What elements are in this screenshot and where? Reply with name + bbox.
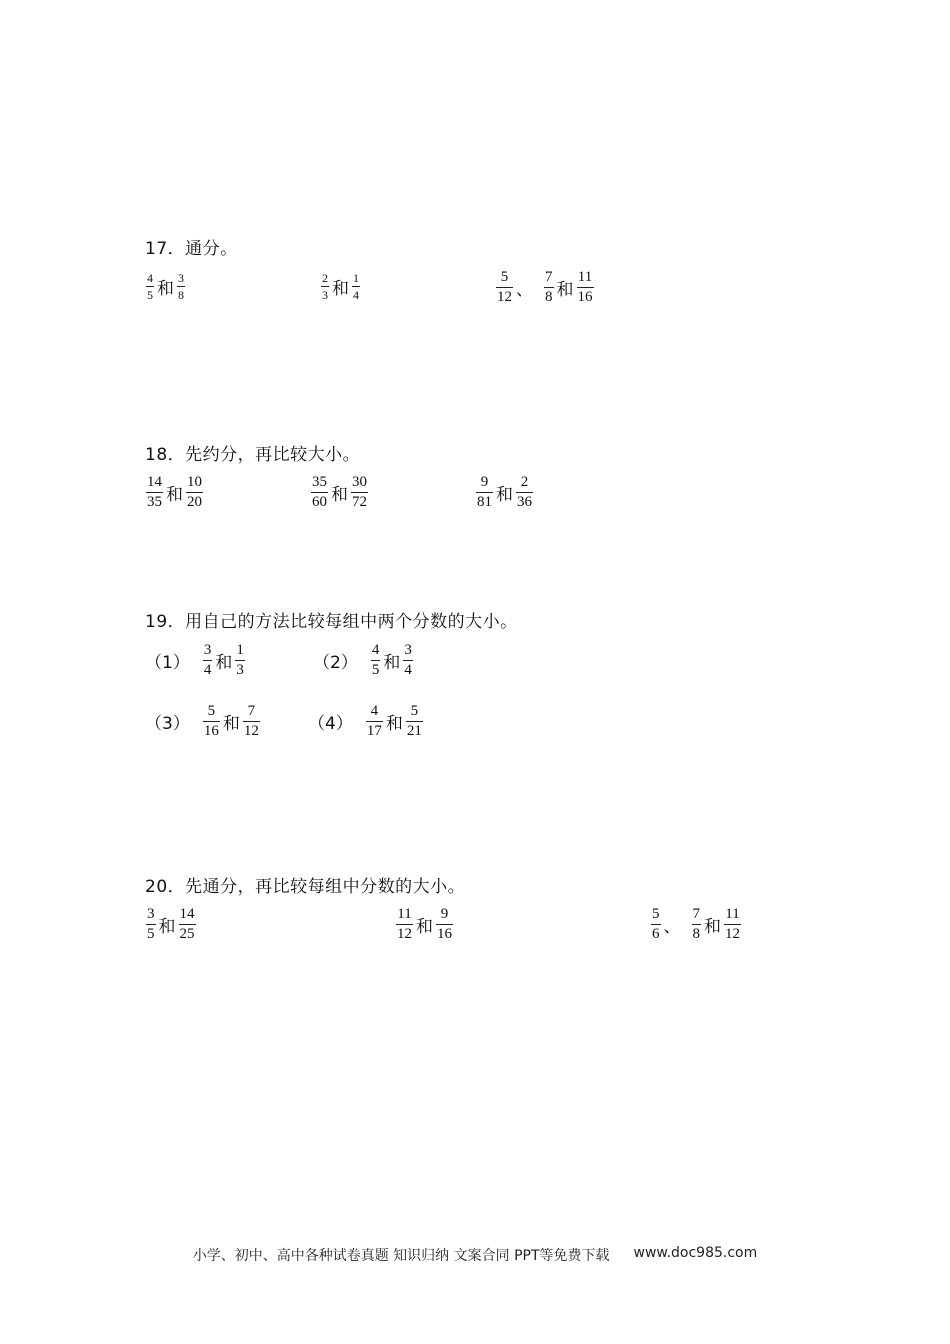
denominator: 8 — [545, 289, 553, 305]
numerator: 2 — [520, 474, 529, 490]
q19-expr-3 — [145, 704, 261, 739]
question-20-title: 20．先通分，再比较每组中分数的大小。 — [145, 877, 466, 897]
question-17-title: 17．通分。 — [145, 239, 238, 259]
conjunction: 和 — [157, 279, 174, 299]
page-footer — [0, 1245, 950, 1265]
fraction — [516, 475, 533, 510]
denominator: 16 — [577, 289, 593, 305]
fraction — [692, 907, 702, 942]
q18-expr-3 — [475, 475, 534, 510]
fraction — [577, 270, 594, 305]
numerator: 4 — [371, 642, 380, 658]
conjunction: 和 — [383, 653, 401, 673]
q17-expr-1 — [145, 272, 186, 301]
denominator: 4 — [203, 662, 212, 678]
conjunction: 和 — [332, 279, 349, 299]
conjunction: 和 — [704, 917, 721, 937]
numerator: 7 — [247, 703, 256, 719]
numerator: 7 — [545, 269, 553, 285]
denominator: 4 — [353, 288, 359, 302]
q18-expr-1 — [145, 475, 204, 510]
conjunction: 和 — [222, 714, 240, 734]
numerator: 11 — [577, 269, 593, 285]
denominator: 25 — [179, 926, 195, 942]
fraction — [406, 704, 423, 739]
numerator: 3 — [203, 642, 212, 658]
conjunction: 和 — [385, 714, 403, 734]
denominator: 20 — [187, 494, 202, 510]
fraction — [243, 704, 260, 739]
denominator: 5 — [371, 662, 380, 678]
q20-expr-3 — [650, 907, 742, 942]
q19-expr-4 — [308, 704, 424, 739]
denominator: 36 — [517, 494, 532, 510]
denominator: 12 — [243, 723, 259, 739]
fraction — [366, 704, 383, 739]
fraction — [146, 475, 163, 510]
fraction — [311, 475, 328, 510]
conjunction: 和 — [331, 485, 348, 505]
fraction — [146, 272, 154, 301]
conjunction: 和 — [416, 917, 433, 937]
numerator: 3 — [147, 906, 155, 922]
separator: 、 — [663, 917, 681, 937]
numerator: 3 — [404, 642, 412, 658]
denominator: 12 — [725, 926, 740, 942]
numerator: 30 — [352, 474, 367, 490]
numerator: 14 — [147, 474, 162, 490]
fraction — [396, 907, 413, 942]
item-label: （1） — [145, 653, 190, 673]
fraction — [352, 272, 360, 301]
denominator: 5 — [147, 288, 153, 302]
fraction — [235, 643, 245, 678]
q18-expr-2 — [310, 475, 369, 510]
numerator: 35 — [312, 474, 327, 490]
numerator: 5 — [207, 703, 216, 719]
numerator: 7 — [692, 906, 700, 922]
fraction — [724, 907, 741, 942]
numerator: 2 — [322, 271, 328, 285]
fraction — [321, 272, 329, 301]
q20-expr-1 — [145, 907, 197, 942]
numerator: 9 — [480, 474, 489, 490]
fraction — [476, 475, 493, 510]
fraction — [351, 475, 368, 510]
numerator: 4 — [147, 271, 153, 285]
fraction — [496, 270, 513, 305]
numerator: 10 — [187, 474, 202, 490]
fraction — [179, 907, 196, 942]
denominator: 81 — [477, 494, 492, 510]
denominator: 16 — [437, 926, 452, 942]
denominator: 12 — [497, 289, 512, 305]
q19-expr-1 — [145, 643, 246, 678]
conjunction: 和 — [496, 485, 513, 505]
numerator: 1 — [353, 271, 359, 285]
denominator: 5 — [147, 926, 155, 942]
item-label: （3） — [145, 714, 190, 734]
denominator: 4 — [404, 662, 412, 678]
numerator: 11 — [725, 906, 740, 922]
numerator: 14 — [179, 906, 195, 922]
numerator: 5 — [500, 269, 509, 285]
denominator: 8 — [178, 288, 184, 302]
denominator: 21 — [406, 723, 422, 739]
q17-expr-3 — [495, 270, 595, 305]
footer-site-link[interactable]: www.doc985.com — [633, 1245, 758, 1261]
denominator: 35 — [147, 494, 162, 510]
fraction — [203, 704, 220, 739]
fraction — [203, 643, 213, 678]
fraction — [146, 907, 156, 942]
fraction — [177, 272, 185, 301]
numerator: 9 — [440, 906, 449, 922]
fraction — [436, 907, 453, 942]
denominator: 72 — [352, 494, 367, 510]
denominator: 60 — [312, 494, 327, 510]
fraction — [186, 475, 203, 510]
question-19-title: 19．用自己的方法比较每组中两个分数的大小。 — [145, 612, 518, 632]
fraction — [544, 270, 554, 305]
conjunction: 和 — [166, 485, 183, 505]
fraction — [651, 907, 661, 942]
q19-expr-2 — [313, 643, 414, 678]
numerator: 5 — [652, 906, 660, 922]
conjunction: 和 — [556, 280, 574, 300]
denominator: 6 — [652, 926, 660, 942]
conjunction: 和 — [215, 653, 233, 673]
denominator: 16 — [203, 723, 219, 739]
q20-expr-2 — [395, 907, 454, 942]
conjunction: 和 — [158, 917, 176, 937]
denominator: 17 — [366, 723, 382, 739]
separator: 、 — [516, 280, 533, 300]
numerator: 4 — [370, 703, 379, 719]
numerator: 1 — [236, 642, 244, 658]
denominator: 3 — [322, 288, 328, 302]
denominator: 12 — [397, 926, 412, 942]
item-label: （2） — [313, 653, 358, 673]
denominator: 8 — [692, 926, 700, 942]
numerator: 11 — [397, 906, 412, 922]
question-18-title: 18．先约分，再比较大小。 — [145, 445, 361, 465]
fraction — [403, 643, 413, 678]
numerator: 5 — [410, 703, 419, 719]
q17-expr-2 — [320, 272, 361, 301]
fraction — [371, 643, 381, 678]
item-label: （4） — [308, 714, 353, 734]
denominator: 3 — [236, 662, 244, 678]
footer-text: 小学、初中、高中各种试卷真题 知识归纳 文案合同 PPT等免费下载 — [192, 1248, 610, 1264]
numerator: 3 — [178, 271, 184, 285]
